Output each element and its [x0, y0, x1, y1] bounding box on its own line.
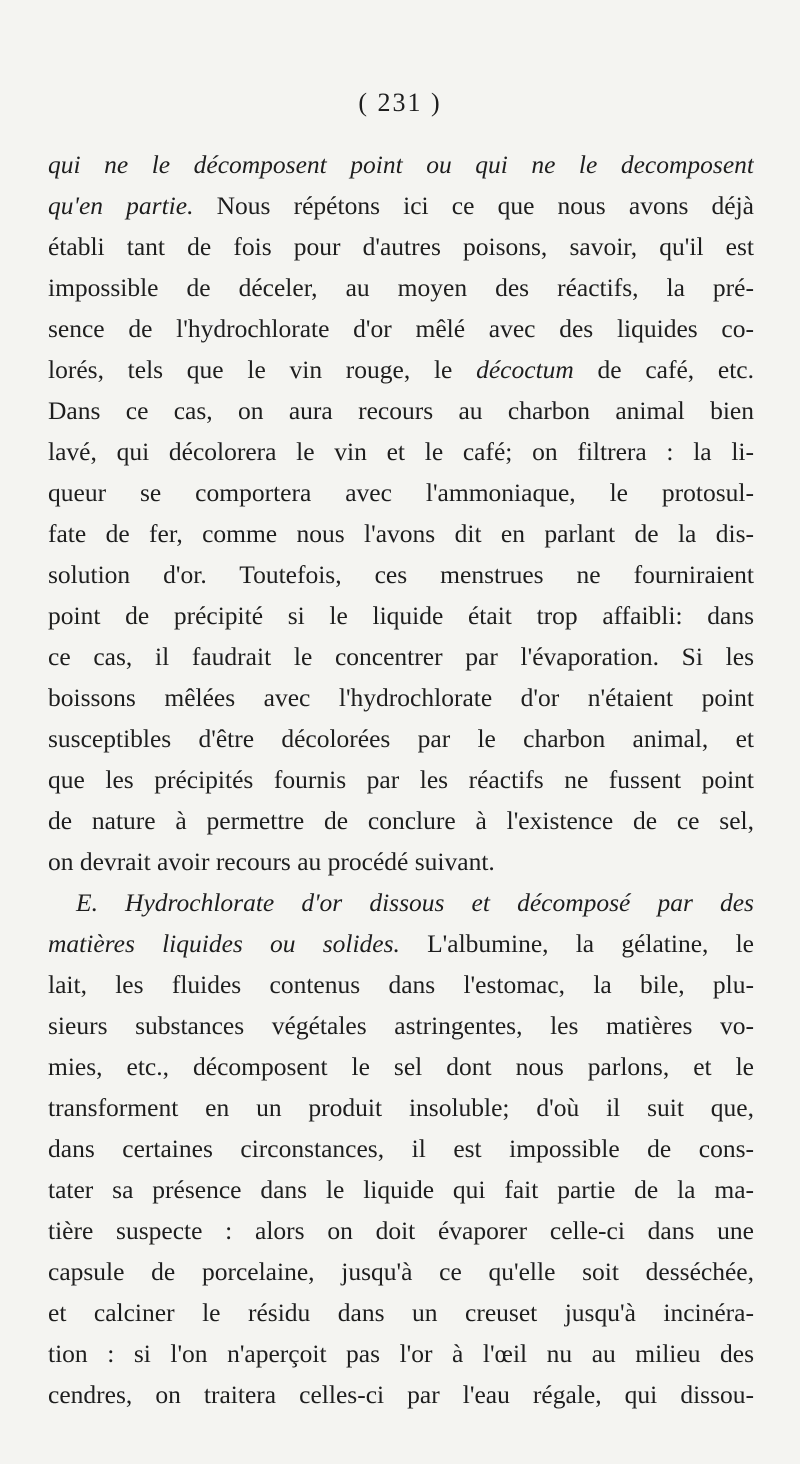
- text-line: [48, 841, 754, 882]
- text-span: lorés, tels que le vin rouge, le: [48, 355, 477, 384]
- text-span: établi tant de fois pour d'autres poisons, savoir, qu'il est: [48, 232, 754, 261]
- text-line: [48, 349, 754, 390]
- text-line: [48, 1087, 754, 1128]
- text-span: L'albumine, la gélatine, le: [399, 929, 754, 958]
- text-line: [48, 1374, 754, 1415]
- text-span: susceptibles d'être décolorées par le charbon animal, et: [48, 724, 754, 753]
- text-span: mies, etc., décomposent le sel dont nous parlons, et le: [48, 1052, 754, 1081]
- text-span: solution d'or. Toutefois, ces menstrues ne fourniraient: [48, 560, 754, 589]
- text-line: [48, 1169, 754, 1210]
- text-line: [48, 1046, 754, 1087]
- text-line: [48, 308, 754, 349]
- page-number: ( 231 ): [358, 88, 442, 117]
- text-span: on devrait avoir recours au procédé suivant.: [48, 847, 495, 876]
- text-span: lait, les fluides contenus dans l'estomac, la bile, plu-: [48, 970, 754, 999]
- text-line: [48, 1210, 754, 1251]
- text-span: Dans ce cas, on aura recours au charbon animal bien: [48, 396, 754, 425]
- text-line: [48, 226, 754, 267]
- italic-text: décoctum: [476, 355, 574, 384]
- text-line: [48, 759, 754, 800]
- text-span: point de précipité si le liquide était trop affaibli: dans: [48, 601, 754, 630]
- text-line: [48, 554, 754, 595]
- text-line: [48, 800, 754, 841]
- text-span: ce cas, il faudrait le concentrer par l'évaporation. Si les: [48, 642, 754, 671]
- italic-text: qu'en partie.: [48, 191, 194, 220]
- text-span: capsule de porcelaine, jusqu'à ce qu'elle soit desséchée,: [48, 1257, 754, 1286]
- text-span: et calciner le résidu dans un creuset jusqu'à incinéra-: [48, 1298, 754, 1327]
- text-span: de nature à permettre de conclure à l'existence de ce sel,: [48, 806, 754, 835]
- text-line: [48, 677, 754, 718]
- text-span: impossible de déceler, au moyen des réactifs, la pré-: [48, 273, 754, 302]
- text-span: fate de fer, comme nous l'avons dit en parlant de la dis-: [48, 519, 754, 548]
- italic-text: matières liquides ou solides.: [48, 929, 400, 958]
- italic-text: E. Hydrochlorate d'or dissous et décomposé par des: [76, 888, 754, 917]
- text-line: [48, 964, 754, 1005]
- text-span: sieurs substances végétales astringentes, les matières vo-: [48, 1011, 754, 1040]
- text-line: [48, 1251, 754, 1292]
- text-line: [48, 1333, 754, 1374]
- text-line: [48, 267, 754, 308]
- text-span: Nous répétons ici ce que nous avons déjà: [193, 191, 754, 220]
- text-line: [48, 595, 754, 636]
- text-span: tater sa présence dans le liquide qui fait partie de la ma-: [48, 1175, 754, 1204]
- text-line: [48, 390, 754, 431]
- text-line: [48, 431, 754, 472]
- text-span: queur se comportera avec l'ammoniaque, le protosul-: [48, 478, 754, 507]
- text-span: tière suspecte : alors on doit évaporer celle-ci dans une: [48, 1216, 754, 1245]
- body-text: [48, 144, 754, 1415]
- text-span: dans certaines circonstances, il est impossible de cons-: [48, 1134, 754, 1163]
- text-line: [48, 472, 754, 513]
- text-span: cendres, on traitera celles-ci par l'eau régale, qui dissou-: [48, 1380, 754, 1409]
- text-line: [48, 185, 754, 226]
- text-line: [48, 144, 754, 185]
- text-line: [48, 882, 754, 923]
- text-span: de café, etc.: [573, 355, 754, 384]
- text-line: [48, 1005, 754, 1046]
- text-span: boissons mêlées avec l'hydrochlorate d'or n'étaient point: [48, 683, 754, 712]
- text-line: [48, 1292, 754, 1333]
- text-span: transforment en un produit insoluble; d'où il suit que,: [48, 1093, 754, 1122]
- text-span: tion : si l'on n'aperçoit pas l'or à l'œil nu au milieu des: [48, 1339, 754, 1368]
- text-span: que les précipités fournis par les réactifs ne fussent point: [48, 765, 754, 794]
- text-span: sence de l'hydrochlorate d'or mêlé avec des liquides co-: [48, 314, 754, 343]
- italic-text: qui ne le décomposent point ou qui ne le decomposent: [48, 150, 754, 179]
- text-line: [48, 513, 754, 554]
- text-line: [48, 1128, 754, 1169]
- text-line: [48, 636, 754, 677]
- text-line: [48, 718, 754, 759]
- text-span: lavé, qui décolorera le vin et le café; on filtrera : la li-: [48, 437, 754, 466]
- text-line: [48, 923, 754, 964]
